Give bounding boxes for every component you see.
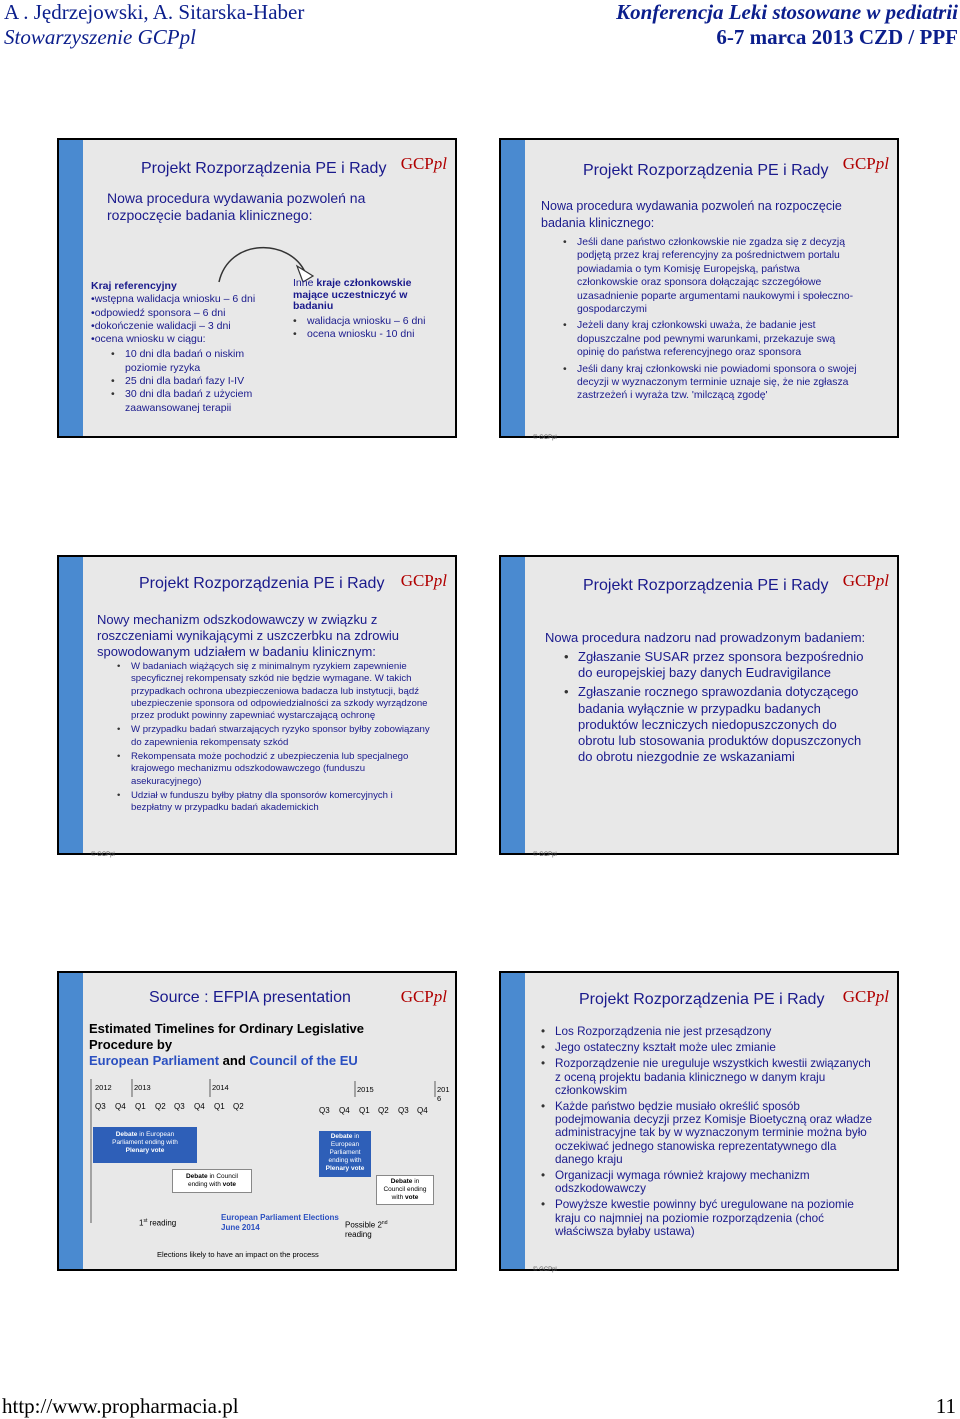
page-header-right [616,0,958,50]
conference-title: Konferencja Leki stosowane w pediatrii [616,0,958,24]
timeline-heading: Estimated Timelines for Ordinary Legislative Procedure by European Parliament and Council of the EU [89,1021,365,1068]
quarter-label: Q3 [398,1106,409,1115]
slide-accent-strip [501,557,525,853]
gcppl-logo: GCPpl [400,571,447,590]
page-number: 11 [935,1394,956,1418]
other-states-block [293,278,453,341]
bullet-item: • W badaniach wiążących się z minimalnym ryzykiem zapewnienie specyficznej rekompensaty szkód nie będzie wymagane. W takich przypadkach ochrona ubezpieczeniowa badacza lub instytucji, bądź ubezpieczenie sponsora od odpowiedzialności za szkody wyrządzone przez produkt powinny zapewniać wystarczającą ochronę [117,661,457,722]
page-header-left [4,0,304,50]
slide-intro: Nowa procedura wydawania pozwoleń na rozpoczęcie badania klinicznego: [541,199,842,230]
slide-title: Projekt Rozporządzenia PE i Rady [583,162,829,179]
quarter-label: Q1 [359,1106,370,1115]
reference-country-heading: Kraj referencyjny [91,280,177,292]
bullet-item: • Los Rozporządzenia nie jest przesądzony [541,1025,896,1038]
slide-intro: Nowa procedura nadzoru nad prowadzonym badaniem: [545,630,866,645]
slide-title: Projekt Rozporządzenia PE i Rady [583,577,829,594]
slide-accent-strip [501,140,525,436]
year-label: 2015 [357,1085,374,1094]
quarter-label: Q4 [115,1102,126,1111]
slide-accent-strip [501,973,525,1269]
quarter-label: Q3 [319,1106,330,1115]
gcppl-logo: GCPpl [400,987,447,1006]
conference-date: 6-7 marca 2013 CZD / PPF [716,25,958,49]
period-item: • 10 dni dla badań o niskim poziomie ryzyka [111,348,281,375]
slide-bullets [541,1025,896,1238]
other-states-heading: Inne kraje członkowskie mające uczestniczyć w badaniu [293,277,412,312]
other-item: • walidacja wniosku – 6 dni [293,315,453,328]
ep-elections-label: European Parliament Elections June 2014 [221,1213,339,1232]
second-reading-label: Possible 2nd reading [345,1220,388,1240]
slide-accent-strip [59,557,83,853]
quarter-label: Q1 [135,1102,146,1111]
bullet-item: • Organizacji wymaga również krajowy mechanizm odszkodowawczy [541,1169,896,1195]
slide-title: Projekt Rozporządzenia PE i Rady [579,991,825,1008]
ep-debate-box-2: Debate in European Parliament ending with Plenary vote [319,1131,371,1177]
slide-bullets [564,649,894,765]
slide-copyright: © GCPpl [91,852,115,858]
period-item: • 30 dni dla badań z użyciem zaawansowanej terapii [111,388,281,415]
reference-country-block [91,280,281,415]
elections-note: Elections likely to have an impact on the process [157,1250,319,1259]
association-line: Stowarzyszenie GCPpl [4,25,196,49]
bullet-item: • Powyższe kwestie powinny być uregulowane na poziomie kraju co najmniej na poziomie rozporządzenia (choć właściwsza byłaby ustawa) [541,1198,896,1238]
slide-1 [57,138,457,438]
slide-copyright: © GCPpl [533,852,557,858]
review-periods [91,348,281,414]
other-item: • ocena wniosku - 10 dni [293,328,453,341]
slide-subtitle: Nowa procedura wydawania pozwoleń na rozpoczęcie badania klinicznego: [107,190,366,223]
bullet-item: • Jeśli dany kraj członkowski nie powiadomi sponsora o swojej decyzji w wyznaczonym terminie uznaje się, że nie zgłasza zastrzeżeń i wyraża tzw. 'milczącą zgodę' [563,363,893,403]
slide-bullets [117,661,457,815]
left-item: •wstępna walidacja wniosku – 6 dni [91,293,256,306]
quarter-label: Q2 [155,1102,166,1111]
bullet-item: • Rozporządzenie nie ureguluje wszystkich kwestii związanych z oceną projektu badania klinicznego w danym kraju członkowskim [541,1057,896,1097]
slide-5 [57,971,457,1271]
quarter-label: Q4 [417,1106,428,1115]
left-item: •ocena wniosku w ciągu: [91,333,206,346]
year-label: 2013 [134,1083,151,1092]
slide-3 [57,555,457,855]
slide-bullets [563,236,893,403]
bullet-item: • Jego ostateczny kształt może ulec zmianie [541,1041,896,1054]
quarter-label: Q2 [378,1106,389,1115]
bullet-item: • Każde państwo będzie musiało określić sposób podejmowania decyzji przez Komisje Bioetyczną oraz władze administracyjne tak by w wyznaczonym terminie można było oczekiwać jednego stanowiska reprezentatywnego dla danego kraju [541,1100,896,1166]
slide-title: Source : EFPIA presentation [149,989,351,1006]
bullet-item: • Rekompensata może pochodzić z ubezpieczenia lub specjalnego krajowego mechanizmu odszkodowawczego (funduszu asekuracyjnego) [117,751,457,788]
slide-copyright: © GCPpl [533,1267,557,1273]
slide-title: Projekt Rozporządzenia PE i Rady [139,575,385,592]
slide-intro: Nowy mechanizm odszkodowawczy w związku z roszczeniami wynikającymi z uszczerbku na zdrowiu spowodowanym udziałem w badaniu klinicznym: [97,612,399,659]
bullet-item: • Udział w funduszu byłby płatny dla sponsorów komercyjnych i bezpłatny w przypadku badań akademickich [117,790,457,815]
slide-2 [499,138,899,438]
slide-title: Projekt Rozporządzenia PE i Rady [141,160,387,177]
period-item: • 25 dni dla badań fazy I-IV [111,375,281,388]
bullet-item: • Zgłaszanie rocznego sprawozdania dotyczącego badania wyłącznie w przypadku badanych produktów leczniczych niedopuszczonych do obrotu lub stosowania produktów dopuszczonych do obrotu niezgodnie ze wskazaniami [564,684,894,765]
footer-url[interactable]: http://www.propharmacia.pl [2,1394,239,1418]
slide-6 [499,971,899,1271]
year-label: 2014 [212,1083,229,1092]
gcppl-logo: GCPpl [400,154,447,173]
year-label: 201 6 [437,1085,450,1103]
author-line: A . Jędrzejowski, A. Sitarska-Haber [4,0,305,24]
bullet-item: • Jeśli dane państwo członkowskie nie zgadza się z decyzją podjętą przez kraj referencyjny za pośrednictwem portalu powiadamia o tym Komisję Europejską, państwa członkowskie oraz sponsora dołączając szczegółowe uzasadnienie poparte argumentami naukowymi i społeczno- gospodarczymi [563,236,893,316]
quarter-label: Q1 [214,1102,225,1111]
quarter-label: Q2 [233,1102,244,1111]
left-item: •dokończenie walidacji – 3 dni [91,319,231,332]
gcppl-logo: GCPpl [842,987,889,1006]
bullet-item: • W przypadku badań stwarzających ryzyko sponsor byłby zobowiązany do zapewnienia rekompensaty szkód [117,724,457,749]
quarter-label: Q3 [95,1102,106,1111]
gcppl-logo: GCPpl [842,154,889,173]
slide-accent-strip [59,140,83,436]
council-debate-box-2: Debate in Council ending with vote [376,1175,434,1205]
gcppl-logo: GCPpl [842,571,889,590]
quarter-label: Q3 [174,1102,185,1111]
ep-debate-box-1: Debate in European Parliament ending with Plenary vote [93,1127,197,1163]
year-label: 2012 [95,1083,112,1092]
left-item: •odpowiedź sponsora – 6 dni [91,306,226,319]
bullet-item: • Zgłaszanie SUSAR przez sponsora bezpośrednio do europejskiej bazy danych Eudravigilance [564,649,894,681]
bullet-item: • Jeżeli dany kraj członkowski uważa, że badanie jest dopuszczalne pod pewnymi warunkami, przekazuje swą opinię do państwa referencyjnego oraz sponsora [563,319,893,359]
council-debate-box-1: Debate in Council ending with vote [172,1169,252,1193]
first-reading-label: 1st reading [139,1218,177,1228]
quarter-label: Q4 [339,1106,350,1115]
slide-copyright: © GCPpl [533,435,557,441]
quarter-label: Q4 [194,1102,205,1111]
slide-4 [499,555,899,855]
